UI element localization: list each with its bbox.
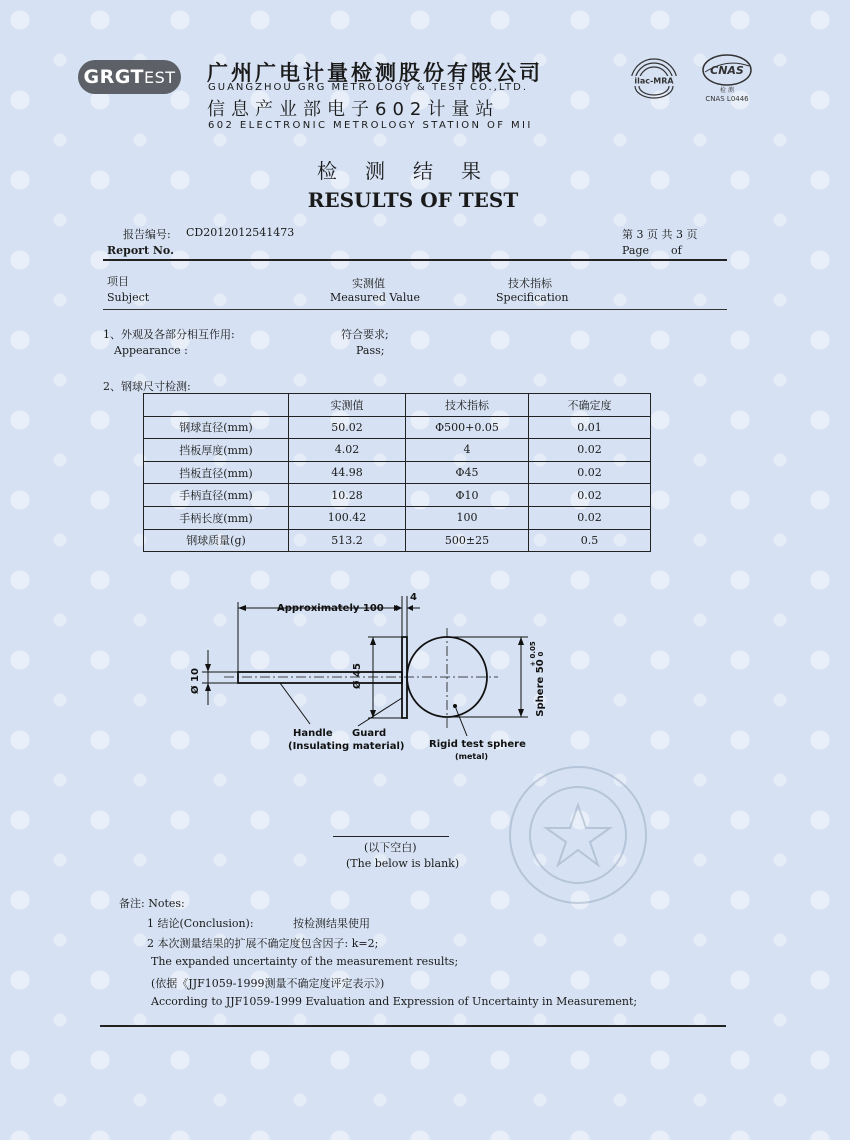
table-cell: 50.02 bbox=[289, 416, 406, 439]
company-name-cn: 广州广电计量检测股份有限公司 bbox=[207, 61, 543, 85]
page-en-page: Page bbox=[622, 244, 650, 257]
table-cell: 0.5 bbox=[529, 529, 651, 552]
table-cell: 500±25 bbox=[406, 529, 529, 552]
dim-guard-thickness: 4 bbox=[410, 592, 417, 603]
subject-en: Subject bbox=[107, 291, 150, 304]
spec-en: Specification bbox=[496, 291, 569, 304]
table-cell: 0.02 bbox=[529, 506, 651, 529]
label-sphere: Rigid test sphere bbox=[429, 739, 526, 750]
report-no-value: CD2012012541473 bbox=[186, 226, 295, 239]
note1-value: 按检测结果使用 bbox=[293, 917, 370, 930]
note1-label: 1 结论(Conclusion): bbox=[147, 917, 254, 930]
dim-handle-diameter: Ø 10 bbox=[190, 668, 201, 694]
table-header-cell: 技术指标 bbox=[406, 394, 529, 417]
item1-result-cn: 符合要求; bbox=[341, 328, 389, 341]
dimension-table bbox=[143, 393, 651, 552]
table-cell: 100.42 bbox=[289, 506, 406, 529]
table-cell: 挡板厚度(mm) bbox=[144, 439, 289, 462]
page-en-of: of bbox=[671, 244, 682, 257]
measured-en: Measured Value bbox=[330, 291, 420, 304]
table-cell: 0.02 bbox=[529, 439, 651, 462]
table-row bbox=[144, 529, 651, 552]
cnas-cn: 检 测 bbox=[720, 87, 734, 94]
report-no-label-cn: 报告编号: bbox=[123, 228, 171, 241]
table-row bbox=[144, 506, 651, 529]
measured-cn: 实测值 bbox=[352, 277, 385, 290]
ilac-mra-logo bbox=[625, 52, 683, 102]
table-cell: 0.02 bbox=[529, 461, 651, 484]
station-name-en: 602 ELECTRONIC METROLOGY STATION OF MII bbox=[208, 120, 533, 131]
blank-cn: (以下空白) bbox=[364, 841, 417, 854]
note2: 2 本次测量结果的扩展不确定度包含因子: k=2; bbox=[147, 937, 379, 950]
item1-label-cn: 1、外观及各部分相互作用: bbox=[103, 328, 235, 341]
table-cell: Φ45 bbox=[406, 461, 529, 484]
logo-sub: EST bbox=[143, 67, 176, 87]
table-header-cell: 实测值 bbox=[289, 394, 406, 417]
table-header-row bbox=[144, 394, 651, 417]
table-row bbox=[144, 484, 651, 507]
item2-label-cn: 2、钢球尺寸检测: bbox=[103, 380, 191, 393]
dim-approx-100: Approximately 100 bbox=[277, 603, 384, 614]
table-cell: 4 bbox=[406, 439, 529, 462]
table-cell: 513.2 bbox=[289, 529, 406, 552]
item1-result-en: Pass; bbox=[356, 344, 385, 357]
header-divider bbox=[103, 259, 727, 261]
blank-en: (The below is blank) bbox=[346, 857, 460, 870]
test-sphere-drawing bbox=[180, 588, 600, 768]
subheader-divider bbox=[103, 309, 727, 310]
table-cell: 0.01 bbox=[529, 416, 651, 439]
table-cell: 手柄长度(mm) bbox=[144, 506, 289, 529]
embossed-seal bbox=[498, 760, 658, 910]
item1-label-en: Appearance : bbox=[114, 344, 188, 357]
blank-divider bbox=[333, 836, 449, 837]
dim-sphere-tol-plus: + 0.05 bbox=[529, 641, 537, 667]
notes-title: 备注: Notes: bbox=[119, 897, 185, 910]
table-cell: 100 bbox=[406, 506, 529, 529]
table-cell: 挡板直径(mm) bbox=[144, 461, 289, 484]
note3-cn: (依据《JJF1059-1999测量不确定度评定表示》) bbox=[151, 977, 385, 990]
table-cell: 44.98 bbox=[289, 461, 406, 484]
grgt-logo bbox=[78, 60, 181, 94]
dim-sphere-tol-zero: 0 bbox=[537, 651, 545, 657]
table-cell: 4.02 bbox=[289, 439, 406, 462]
station-name-cn: 信息产业部电子602计量站 bbox=[207, 99, 500, 120]
title-en: RESULTS OF TEST bbox=[307, 188, 519, 212]
label-guard: Guard bbox=[352, 728, 387, 739]
note3-en: According to JJF1059-1999 Evaluation and Expression of Uncertainty in Measurement; bbox=[151, 995, 638, 1008]
table-cell: 10.28 bbox=[289, 484, 406, 507]
table-row bbox=[144, 416, 651, 439]
note2-en: The expanded uncertainty of the measurement results; bbox=[151, 955, 459, 968]
cnas-text: CNAS bbox=[710, 64, 744, 77]
table-cell: 0.02 bbox=[529, 484, 651, 507]
page-cn: 第 3 页 共 3 页 bbox=[622, 228, 698, 241]
label-sphere-note: (metal) bbox=[455, 752, 489, 761]
table-header-cell bbox=[144, 394, 289, 417]
table-row bbox=[144, 439, 651, 462]
logo-main: GRGT bbox=[83, 66, 144, 88]
title-cn: 检测结果 bbox=[317, 159, 509, 183]
spec-cn: 技术指标 bbox=[508, 277, 552, 290]
table-cell: 钢球直径(mm) bbox=[144, 416, 289, 439]
ilac-text: ilac-MRA bbox=[634, 76, 674, 86]
report-no-label-en: Report No. bbox=[107, 244, 174, 257]
cnas-logo bbox=[697, 52, 757, 104]
cnas-id: CNAS L0446 bbox=[705, 95, 749, 103]
table-cell: 手柄直径(mm) bbox=[144, 484, 289, 507]
company-name-en: GUANGZHOU GRG METROLOGY & TEST CO.,LTD. bbox=[208, 82, 529, 93]
label-handle: Handle bbox=[293, 728, 333, 739]
table-cell: Φ500+0.05 bbox=[406, 416, 529, 439]
table-cell: 钢球质量(g) bbox=[144, 529, 289, 552]
dim-sphere: Sphere 50 bbox=[535, 659, 546, 717]
table-row bbox=[144, 461, 651, 484]
table-cell: Φ10 bbox=[406, 484, 529, 507]
subject-cn: 项目 bbox=[107, 275, 129, 288]
dim-guard-diameter: Ø 45 bbox=[352, 663, 363, 689]
table-header-cell: 不确定度 bbox=[529, 394, 651, 417]
label-handle-note: (Insulating material) bbox=[288, 741, 405, 752]
footer-divider bbox=[100, 1025, 726, 1027]
